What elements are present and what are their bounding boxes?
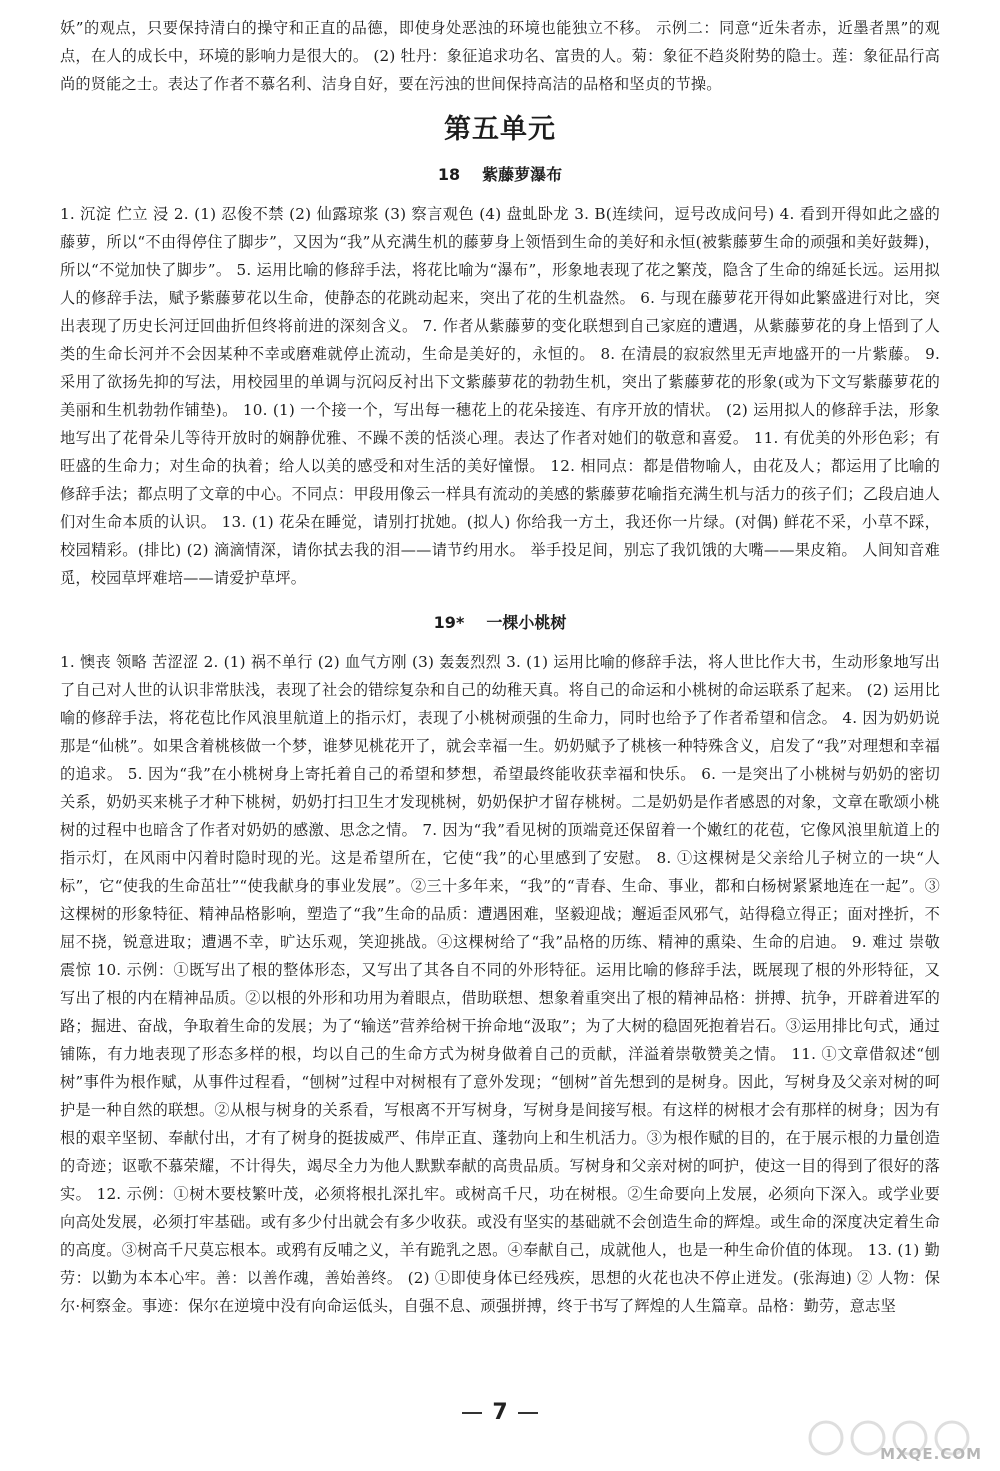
dash-left [462,1412,482,1414]
dash-right [518,1412,538,1414]
section-divider [60,592,940,606]
page-content [60,14,940,1320]
lesson-title-19 [60,610,940,636]
lesson-number: 18 [437,165,461,184]
lesson-number: 19* [433,613,465,632]
unit-title: 第五单元 [444,114,556,145]
lesson-name: 紫藤萝瀑布 [482,165,563,184]
page-number-value: 7 [492,1400,508,1425]
lesson-name: 一棵小桃树 [486,613,567,632]
lesson-18-answers: 1. 沉淀 伫立 浸 2. (1) 忍俊不禁 (2) 仙露琼浆 (3) 察言观色 (4) 盘虬卧龙 3. B(连续问，逗号改成问号) 4. 看到开得如此之盛的藤萝，所以“不由得停住了脚步”，又因为“我”从充满生机的藤萝身上领悟到生命的美好和永恒(被紫藤萝生命的顽强和美好鼓舞)，所以“不觉加快了脚步”。 5. 运用比喻的修辞手法，将花比喻为“瀑布”，形象地表现了花之繁茂，隐含了生命的绵延长远。运用拟人的修辞手法，赋予紫藤萝花以生命，使静态的花跳动起来，突出了花的生机盎然。 6. 与现在藤萝花开得如此繁盛进行对比，突出表现了历史长河迂回曲折但终将前进的深刻含义。 7. 作者从紫藤萝的变化联想到自己家庭的遭遇，从紫藤萝花的身上悟到了人类的生命长河并不会因某种不幸或磨难就停止流动，生命是美好的，永恒的。 8. 在清晨的寂寂然里无声地盛开的一片紫藤。 9. 采用了欲扬先抑的写法，用校园里的单调与沉闷反衬出下文紫藤萝花的勃勃生机，突出了紫藤萝花的形象(或为下文写紫藤萝花的美丽和生机勃勃作铺垫)。 10. (1) 一个接一个，写出每一穗花上的花朵接连、有序开放的情状。 (2) 运用拟人的修辞手法，形象地写出了花骨朵儿等待开放时的娴静优雅、不躁不羡的恬淡心理。表达了作者对她们的敬意和喜爱。 11. 有优美的外形色彩；有旺盛的生命力；对生命的执着；给人以美的感受和对生活的美好憧憬。 12. 相同点：都是借物喻人，由花及人；都运用了比喻的修辞手法；都点明了文章的中心。不同点：甲段用像云一样具有流动的美感的紫藤萝花喻指充满生机与活力的孩子们；乙段启迪人们对生命本质的认识。 13. (1) 花朵在睡觉，请别打扰她。(拟人) 你给我一方土，我还你一片绿。(对偶) 鲜花不采，小草不踩，校园精彩。(排比) (2) 滴滴情深，请你拭去我的泪——请节约用水。 举手投足间，别忘了我饥饿的大嘴——果皮箱。 人间知音难觅，校园草坪难培——请爱护草坪。 [60,205,940,587]
lesson-title-18 [60,162,940,188]
watermark-text: MXQE.COM [880,1445,982,1463]
intro-paragraph: 妖”的观点，只要保持清白的操守和正直的品德，即使身处恶浊的环境也能独立不移。 示例二：同意“近朱者赤，近墨者黑”的观点，在人的成长中，环境的影响力是很大的。 (2) 牡丹：象征追求功名、富贵的人。菊：象征不趋炎附势的隐士。莲：象征品行高尚的贤能之士。表达了作者不慕名利、洁身自好，要在污浊的世间保持高洁的品格和坚贞的节操。 [60,19,940,93]
lesson-19-answers: 1. 懊丧 领略 苦涩涩 2. (1) 祸不单行 (2) 血气方刚 (3) 轰轰烈烈 3. (1) 运用比喻的修辞手法，将人世比作大书，生动形象地写出了自己对人世的认识非常肤浅，表现了社会的错综复杂和自己的幼稚天真。将自己的命运和小桃树的命运联系了起来。 (2) 运用比喻的修辞手法，将花苞比作风浪里航道上的指示灯，表现了小桃树顽强的生命力，同时也给予了作者希望和信念。 4. 因为奶奶说那是“仙桃”。如果含着桃核做一个梦，谁梦见桃花开了，就会幸福一生。奶奶赋予了桃核一种特殊含义，启发了“我”对理想和幸福的追求。 5. 因为“我”在小桃树身上寄托着自己的希望和梦想，希望最终能收获幸福和快乐。 6. 一是突出了小桃树与奶奶的密切关系，奶奶买来桃子才种下桃树，奶奶打扫卫生才发现桃树，奶奶保护才留存桃树。二是奶奶是作者感恩的对象，文章在歌颂小桃树的过程中也暗含了作者对奶奶的感激、思念之情。 7. 因为“我”看见树的顶端竟还保留着一个嫩红的花苞，它像风浪里航道上的指示灯，在风雨中闪着时隐时现的光。这是希望所在，它使“我”的心里感到了安慰。 8. ①这棵树是父亲给儿子树立的一块“人标”，它“使我的生命茁壮”“使我献身的事业发展”。②三十多年来，“我”的“青春、生命、事业，都和白杨树紧紧地连在一起”。③这棵树的形象特征、精神品格影响，塑造了“我”生命的品质：遭遇困难，坚毅迎战；邂逅歪风邪气，站得稳立得正；面对挫折，不屈不挠，锐意进取；遭遇不幸，旷达乐观，笑迎挑战。④这棵树给了“我”品格的历练、精神的熏染、生命的启迪。 9. 难过 崇敬 震惊 10. 示例：①既写出了根的整体形态，又写出了其各自不同的外形特征。运用比喻的修辞手法，既展现了根的外形特征，又写出了根的内在精神品质。②以根的外形和功用为着眼点，借助联想、想象着重突出了根的精神品格：拼搏、抗争，开辟着进军的路；掘进、奋战，争取着生命的发展；为了“输送”营养给树干拚命地“汲取”；为了大树的稳固死抱着岩石。③运用排比句式，通过铺陈，有力地表现了形态多样的根，均以自己的生命方式为树身做着自己的贡献，洋溢着崇敬赞美之情。 11. ①文章借叙述“刨树”事件为根作赋，从事件过程看，“刨树”过程中对树根有了意外发现；“刨树”首先想到的是树身。因此，写树身及父亲对树的呵护是一种自然的联想。②从根与树身的关系看，写根离不开写树身，写树身是间接写根。有这样的树根才会有那样的树身；因为有根的艰辛坚韧、奉献付出，才有了树身的挺拔威严、伟岸正直、蓬勃向上和生机活力。③为根作赋的目的，在于展示根的力量创造的奇迹；讴歌不慕荣耀，不计得失，竭尽全力为他人默默奉献的高贵品质。写树身和父亲对树的呵护，使这一目的得到了很好的落实。 12. 示例：①树木要枝繁叶茂，必须将根扎深扎牢。或树高千尺，功在树根。②生命要向上发展，必须向下深入。或学业要向高处发展，必须打牢基础。或有多少付出就会有多少收获。或没有坚实的基础就不会创造生命的辉煌。或生命的深度决定着生命的高度。③树高千尺莫忘根本。或鸦有反哺之义，羊有跪乳之恩。④奉献自己，成就他人，也是一种生命价值的体现。 13. (1) 勤劳：以勤为本本心牢。善：以善作魂，善始善终。 (2) ①即使身体已经残疾，思想的火花也决不停止迸发。(张海迪) ② 人物：保尔·柯察金。事迹：保尔在逆境中没有向命运低头，自强不息、顽强拼搏，终于书写了辉煌的人生篇章。品格：勤劳，意志坚 [60,653,940,1315]
